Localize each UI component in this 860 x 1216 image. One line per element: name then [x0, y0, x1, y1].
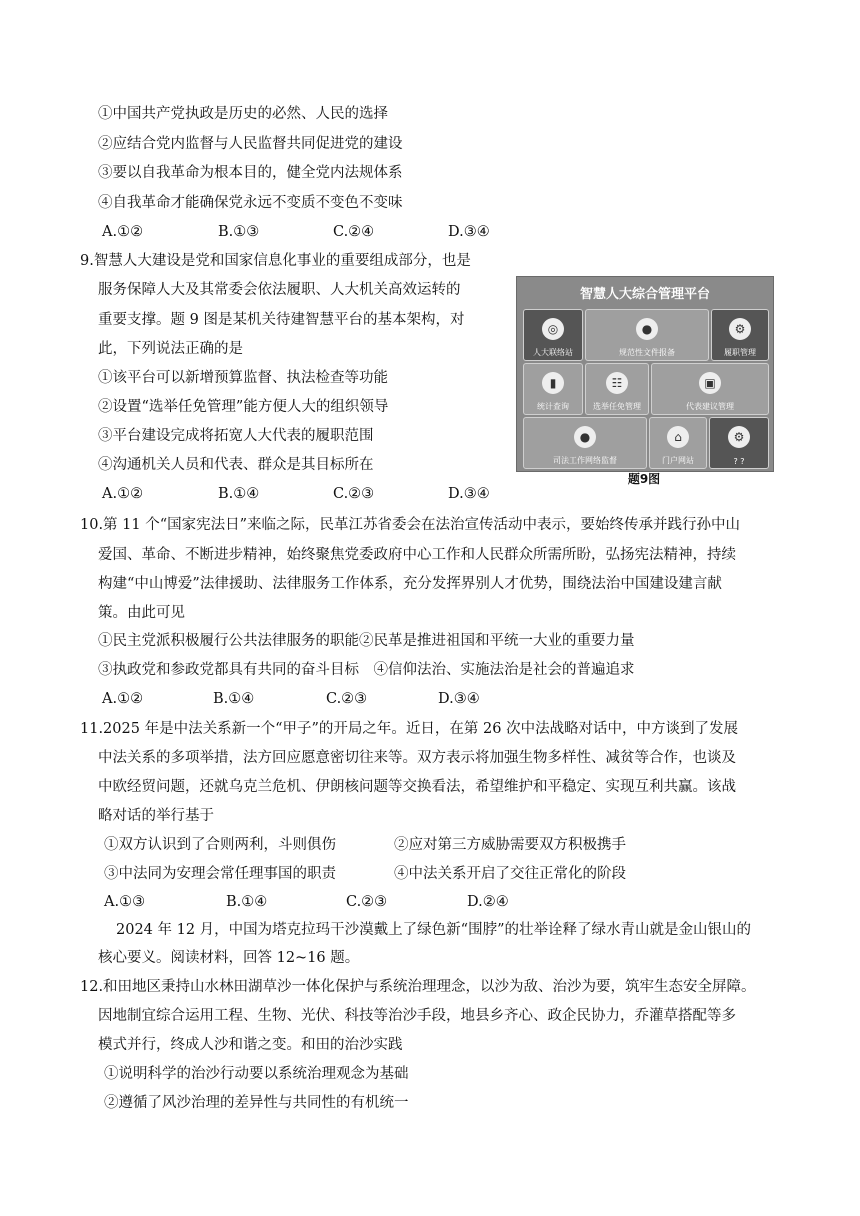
text-line: 构建“中山博爱”法律援助、法律服务工作体系，充分发挥界别人才优势，围绕法治中国建设建言献: [98, 576, 722, 592]
answer-option: D.③④: [448, 486, 490, 502]
tile-icon: ⚙: [728, 426, 750, 448]
tile-icon: ●: [574, 426, 596, 448]
text-line: ①双方认识到了合则两利，斗则俱伤: [104, 837, 336, 853]
tile-label: 门户网站: [662, 456, 694, 465]
text-line: 中欧经贸问题，还就乌克兰危机、伊朗核问题等交换看法，希望维护和平稳定、实现互利共赢。该战: [98, 779, 736, 795]
text-line: 中法关系的多项举措，法方回应愿意密切往来等。双方表示将加强生物多样性、减贫等合作，也谈及: [98, 750, 736, 766]
tile-label: 统计查询: [537, 402, 569, 411]
text-line: 此，下列说法正确的是: [98, 341, 243, 357]
platform-tile: [523, 417, 647, 469]
tile-label: 人大联络站: [533, 348, 573, 357]
tile-label: 规范性文件报备: [619, 348, 675, 357]
answer-option: A.①②: [102, 486, 144, 502]
tile-icon: ◎: [542, 318, 564, 340]
tile-icon: ●: [636, 318, 658, 340]
platform-tile: [709, 417, 769, 469]
text-line: ①该平台可以新增预算监督、执法检查等功能: [98, 370, 388, 386]
text-line: 重要支撑。题 9 图是某机关待建智慧平台的基本架构，对: [98, 312, 465, 328]
text-line: ②遵循了风沙治理的差异性与共同性的有机统一: [104, 1095, 409, 1111]
text-line: 10.第 11 个“国家宪法日”来临之际，民革江苏省委会在法治宣传活动中表示，要始终传承并践行孙中山: [80, 517, 741, 533]
text-line: ②设置“选举任免管理”能方便人大的组织领导: [98, 399, 389, 415]
tile-icon: ▣: [699, 372, 721, 394]
text-line: ③平台建设完成将拓宽人大代表的履职范围: [98, 428, 374, 444]
text-line: ①说明科学的治沙行动要以系统治理观念为基础: [104, 1066, 409, 1082]
text-line: 略对话的举行基于: [98, 808, 214, 824]
platform-title: 智慧人大综合管理平台: [579, 287, 710, 302]
figure-caption: 题9图: [627, 472, 661, 486]
answer-option: C.②④: [333, 224, 375, 240]
platform-tile: [711, 309, 769, 361]
tile-icon: ▮: [542, 372, 564, 394]
answer-option: A.①②: [102, 691, 144, 707]
text-line: 12.和田地区秉持山水林田湖草沙一体化保护与系统治理理念，以沙为敌、治沙为要，筑牢生态安全屏障。: [80, 979, 756, 995]
text-line: 因地制宜综合运用工程、生物、光伏、科技等治沙手段，地县乡齐心、政企民协力，乔灌草搭配等多: [98, 1008, 736, 1024]
answer-option: A.①③: [104, 894, 146, 910]
answer-option: B.①③: [218, 224, 260, 240]
tile-label: 履职管理: [724, 348, 756, 357]
platform-panel: [516, 276, 774, 472]
answer-option: A.①②: [102, 224, 144, 240]
platform-tile: [585, 309, 709, 361]
answer-option: C.②③: [333, 486, 375, 502]
answer-option: D.②④: [467, 894, 509, 910]
text-line: ③要以自我革命为根本目的，健全党内法规体系: [98, 165, 403, 181]
answer-option: D.③④: [438, 691, 480, 707]
platform-tile: [649, 417, 707, 469]
text-line: 策。由此可见: [98, 605, 185, 621]
tile-label: 代表建议管理: [686, 402, 734, 411]
tile-icon: ⌂: [667, 426, 689, 448]
text-line: 核心要义。阅读材料，回答 12~16 题。: [98, 950, 360, 966]
text-line: 服务保障人大及其常委会依法履职、人大机关高效运转的: [98, 282, 461, 298]
answer-option: C.②③: [346, 894, 388, 910]
text-line: ②应结合党内监督与人民监督共同促进党的建设: [98, 136, 403, 152]
text-line: ④沟通机关人员和代表、群众是其目标所在: [98, 457, 374, 473]
tile-icon: ☷: [606, 372, 628, 394]
text-line: ④中法关系开启了交往正常化的阶段: [394, 866, 626, 882]
tile-icon: ⚙: [729, 318, 751, 340]
answer-option: D.③④: [448, 224, 490, 240]
text-line: ②应对第三方威胁需要双方积极携手: [394, 837, 626, 853]
platform-tile: [523, 363, 583, 415]
text-line: 模式并行，终成人沙和谐之变。和田的治沙实践: [98, 1037, 403, 1053]
text-line: ③中法同为安理会常任理事国的职责: [104, 866, 336, 882]
platform-tile: [585, 363, 649, 415]
platform-tile: [523, 309, 583, 361]
tile-label: 司法工作网络监督: [553, 456, 617, 465]
text-line: ①民主党派积极履行公共法律服务的职能②民革是推进祖国和平统一大业的重要力量: [98, 633, 635, 649]
answer-option: B.①④: [226, 894, 268, 910]
answer-option: B.①④: [218, 486, 260, 502]
text-line: ③执政党和参政党都具有共同的奋斗目标 ④信仰法治、实施法治是社会的普遍追求: [98, 662, 635, 678]
platform-tile: [651, 363, 769, 415]
figure-9: [512, 276, 776, 488]
text-line: 爱国、革命、不断进步精神，始终聚焦党委政府中心工作和人民群众所需所盼，弘扬宪法精神，持续: [98, 547, 736, 563]
tile-label: ? ?: [733, 457, 745, 466]
text-line: 2024 年 12 月，中国为塔克拉玛干沙漠戴上了绿色新“围脖”的壮举诠释了绿水青山就是金山银山的: [116, 922, 752, 938]
text-line: ④自我革命才能确保党永远不变质不变色不变味: [98, 195, 403, 211]
answer-option: C.②③: [326, 691, 368, 707]
text-line: 9.智慧人大建设是党和国家信息化事业的重要组成部分，也是: [80, 253, 471, 269]
text-line: 11.2025 年是中法关系新一个“甲子”的开局之年。近日，在第 26 次中法战略对话中，中方谈到了发展: [80, 721, 739, 737]
text-line: ①中国共产党执政是历史的必然、人民的选择: [98, 106, 388, 122]
answer-option: B.①④: [213, 691, 255, 707]
tile-label: 选举任免管理: [593, 402, 641, 411]
